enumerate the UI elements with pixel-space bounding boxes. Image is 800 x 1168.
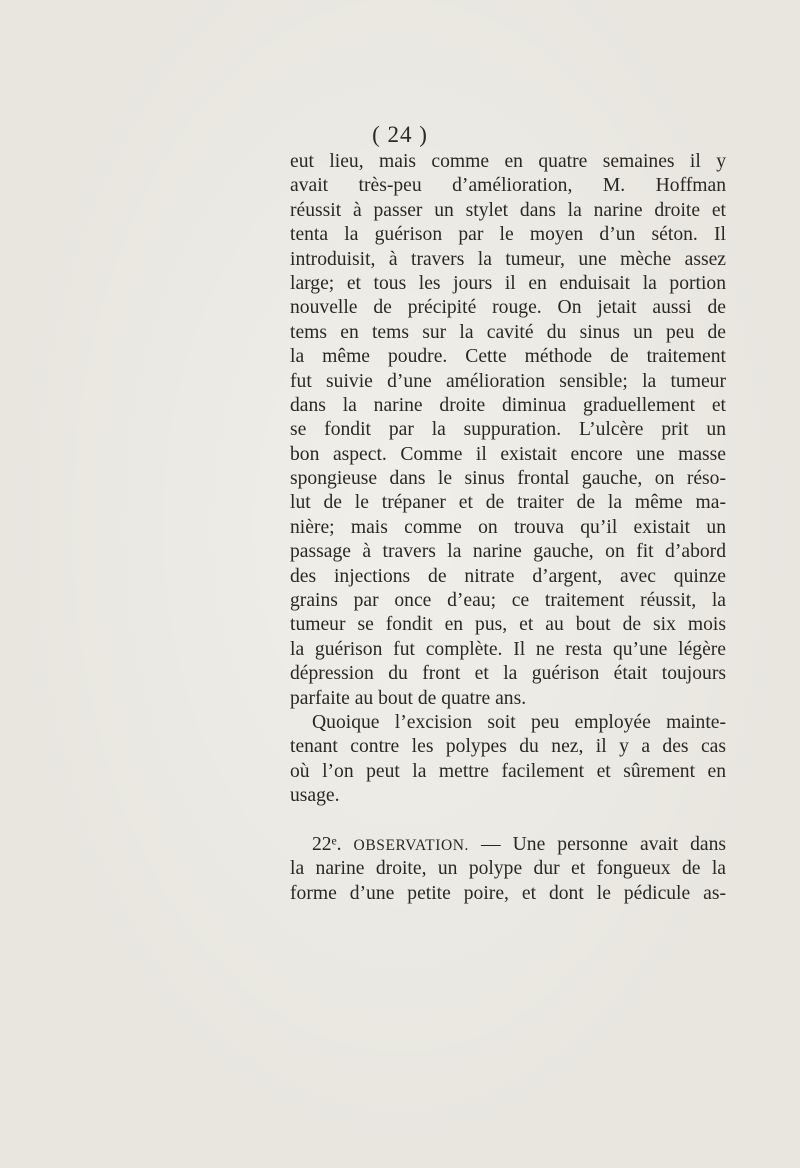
- text-line: fut suivie d’une amélioration sensible; la tumeur: [290, 370, 726, 392]
- text-line: dépression du front et la guérison était toujours: [290, 663, 726, 685]
- text-line: réussit à passer un stylet dans la narine droite et: [290, 199, 726, 221]
- text-line: forme d’une petite poire, et dont le pédicule as-: [290, 882, 726, 904]
- text-line: la guérison fut complète. Il ne resta qu’une légère: [290, 638, 726, 660]
- text-line: tumeur se fondit en pus, et au bout de six mois: [290, 614, 726, 636]
- observation-number: 22ᵉ.: [312, 833, 342, 855]
- text-line: nière; mais comme on trouva qu’il existait un: [290, 516, 726, 538]
- text-line: tems en tems sur la cavité du sinus un peu de: [290, 321, 726, 343]
- observation-heading-line: [290, 833, 726, 857]
- text-line: des injections de nitrate d’argent, avec quinze: [290, 565, 726, 587]
- text-line: bon aspect. Comme il existait encore une masse: [290, 443, 726, 465]
- text-line: grains par once d’eau; ce traitement réussit, la: [290, 590, 726, 612]
- text-line: eut lieu, mais comme en quatre semaines il y: [290, 151, 726, 172]
- text-line: nouvelle de précipité rouge. On jetait aussi de: [290, 297, 726, 319]
- observation-label: OBSERVATION.: [353, 836, 470, 854]
- text-line: lut de le trépaner et de traiter de la même ma-: [290, 492, 726, 514]
- text-line: introduisit, à travers la tumeur, une mèche assez: [290, 248, 726, 270]
- text-line: usage.: [290, 785, 340, 807]
- text-line: dans la narine droite diminua graduellement et: [290, 394, 726, 416]
- text-line: Quoique l’excision soit peu employée mainte-: [312, 711, 726, 733]
- observation-text: — Une personne avait dans: [481, 833, 726, 855]
- text-line: la narine droite, un polype dur et fongueux de la: [290, 858, 726, 880]
- page-number: ( 24 ): [372, 122, 428, 147]
- text-line: passage à travers la narine gauche, on fit d’abord: [290, 541, 726, 563]
- text-line: où l’on peut la mettre facilement et sûrement en: [290, 760, 726, 782]
- text-line: parfaite au bout de quatre ans.: [290, 687, 527, 709]
- text-line: spongieuse dans le sinus frontal gauche, on réso-: [290, 468, 726, 490]
- text-line: large; et tous les jours il en enduisait la portion: [290, 272, 726, 294]
- text-line: la même poudre. Cette méthode de traitement: [290, 346, 726, 368]
- body-text: [290, 150, 726, 906]
- text-line: avait très-peu d’amélioration, M. Hoffman: [290, 175, 726, 197]
- text-line: se fondit par la suppuration. L’ulcère prit un: [290, 419, 726, 441]
- paragraph-gap: [290, 809, 726, 833]
- text-line: tenant contre les polypes du nez, il y a des cas: [290, 736, 726, 758]
- text-line: tenta la guérison par le moyen d’un séton. Il: [290, 224, 726, 246]
